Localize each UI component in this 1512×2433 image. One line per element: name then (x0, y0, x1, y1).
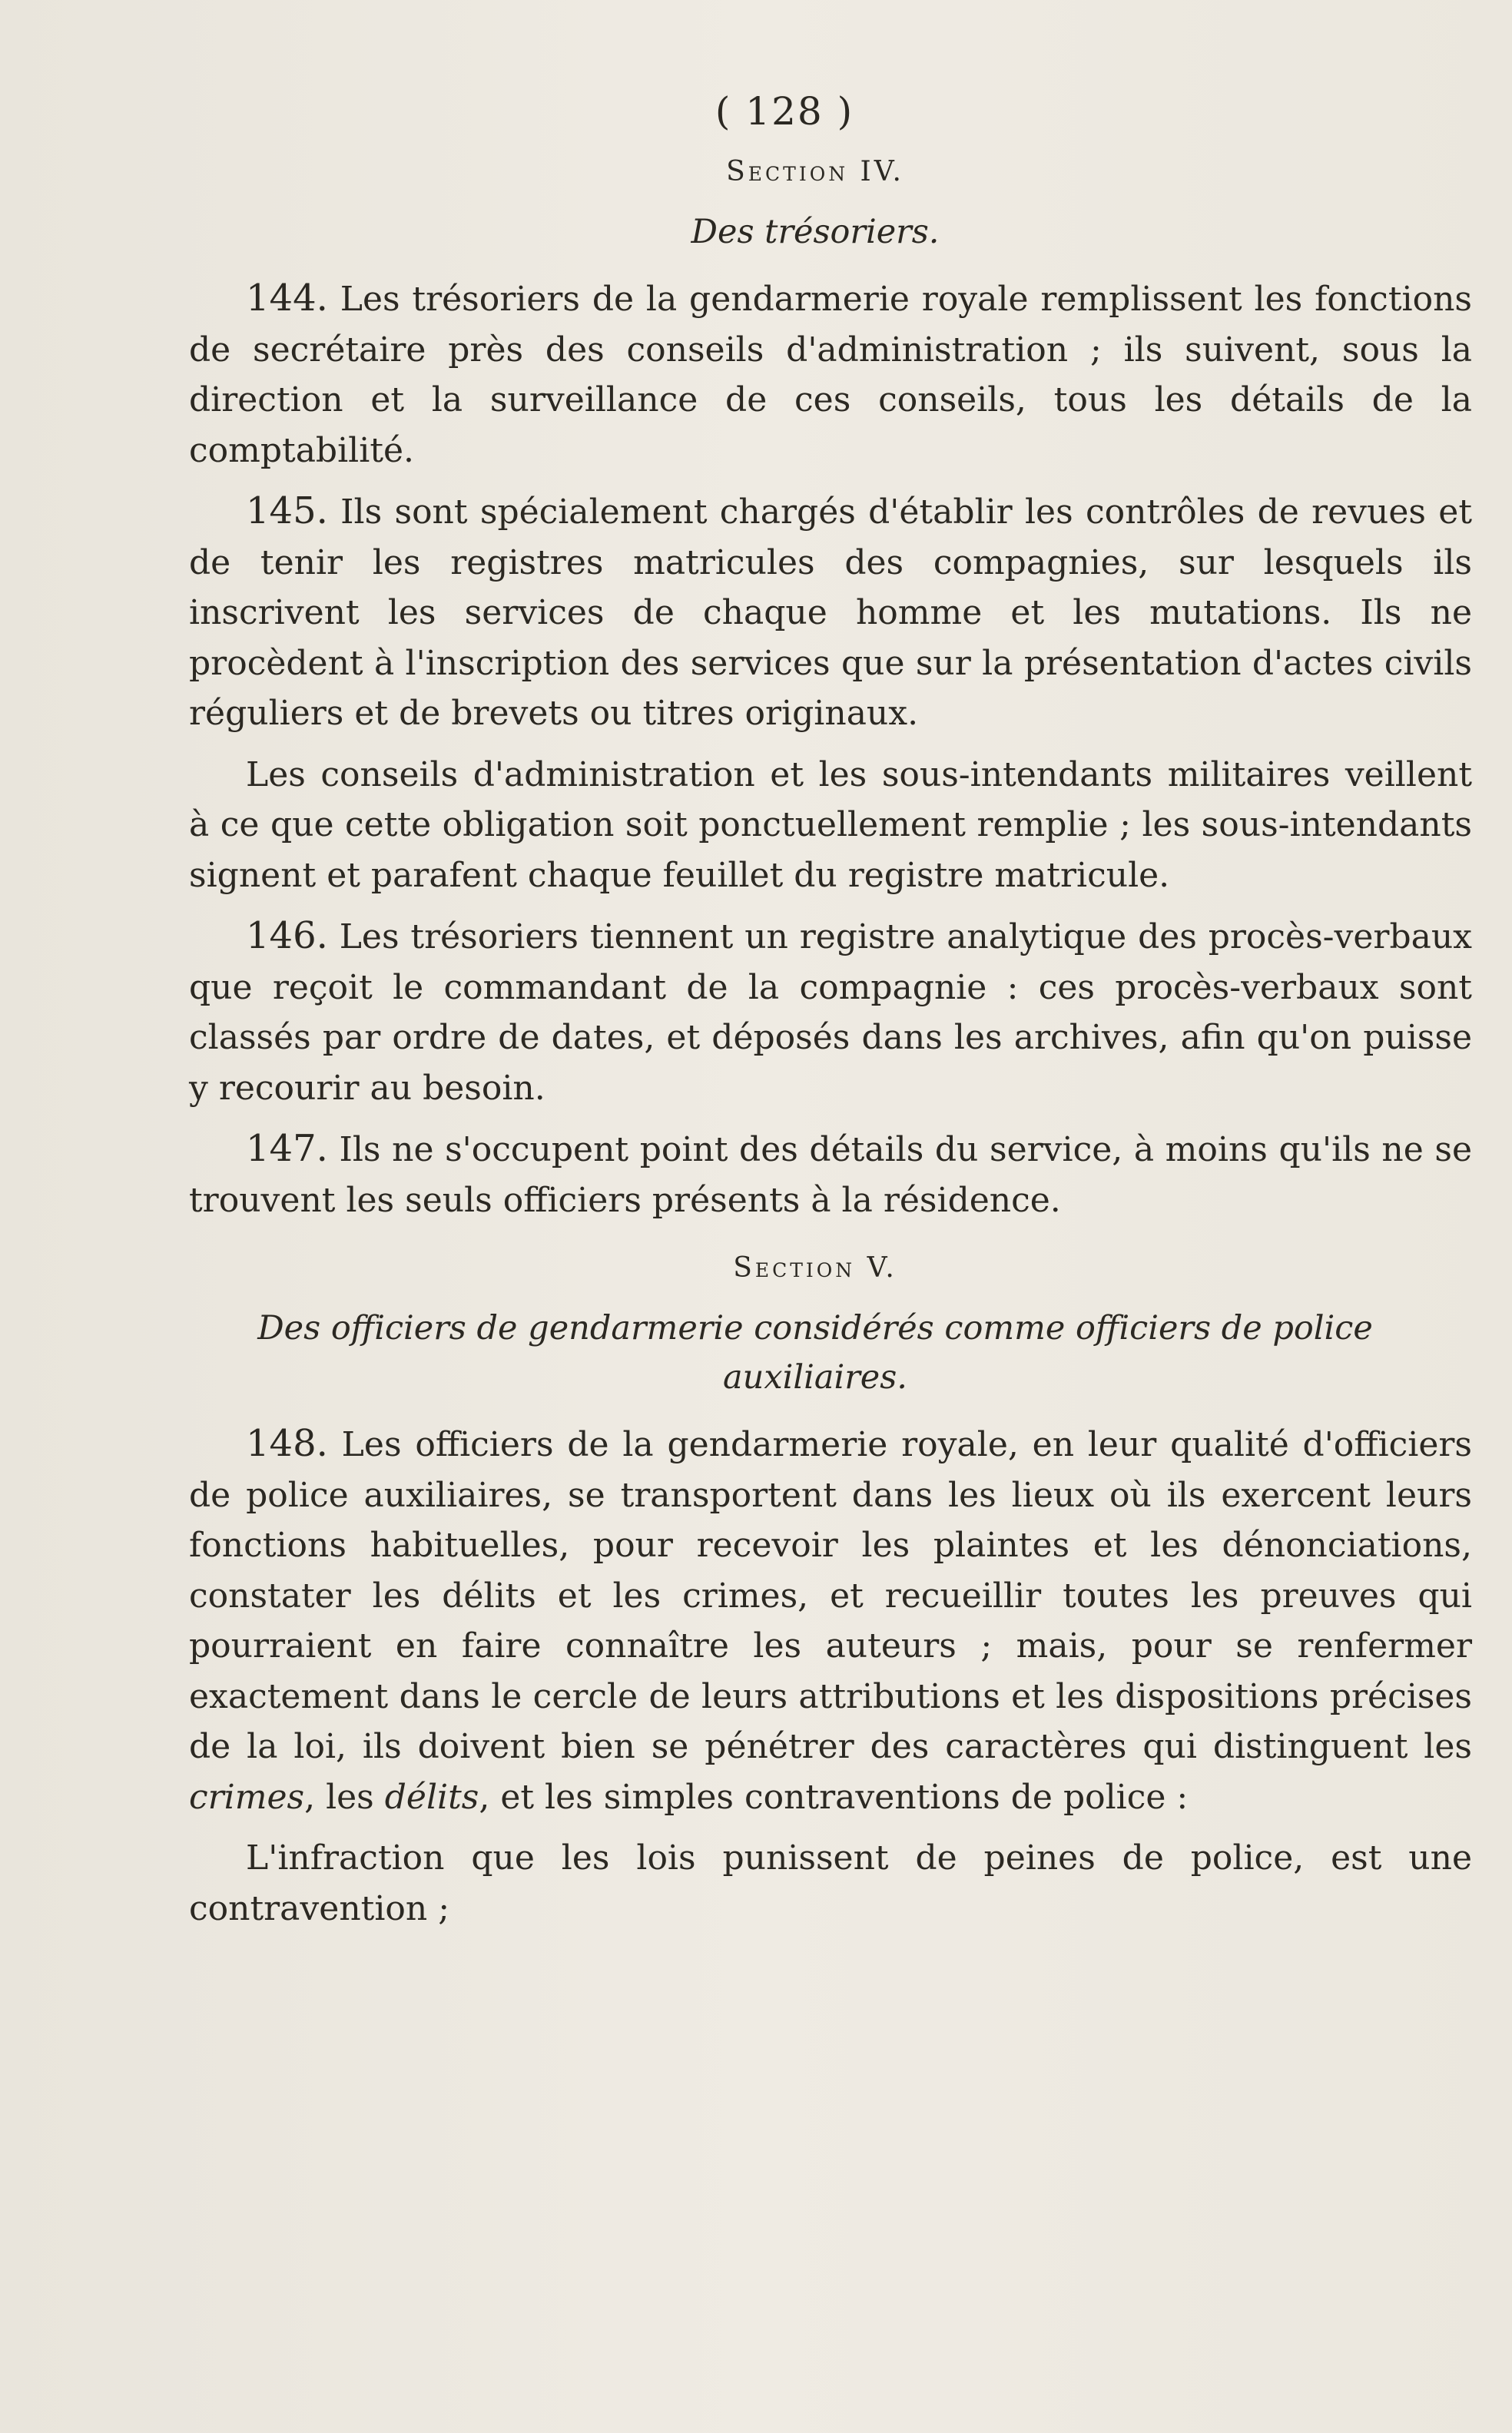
article-number: 146. (246, 914, 328, 957)
section-v-title: Des officiers de gendarmerie considérés comme officiers de police auxiliaires. (257, 1309, 1373, 1397)
article-144 (189, 273, 1472, 476)
section-iv-heading: Section IV. (726, 156, 904, 187)
section-v-heading: Section V. (733, 1252, 897, 1284)
page-text (189, 77, 1472, 1934)
section-iv-title: Des trésoriers. (691, 213, 940, 251)
article-text: Ils sont spécialement chargés d'établir les contrôles de revues et de tenir les registres matricules des compagnies, sur lesquels ils inscrivent les services de chaque homme et les mutations. Ils ne procèdent à l'inscription des services que sur la présentation d'actes civils réguliers et de brevets ou titres originaux. (189, 492, 1472, 733)
article-145 (189, 486, 1472, 739)
article-text: Les conseils d'administration et les sous-intendants militaires veillent à ce que cette obligation soit ponctuellement remplie ; les sous-intendants signent et parafent chaque feuillet du registre matricule. (189, 754, 1472, 895)
article-text: Les officiers de la gendarmerie royale, en leur qualité d'officiers de police auxiliaires, se transportent dans les lieux où ils exercent leurs fonctions habituelles, pour recevoir les plaintes et les dénonciations, constater les délits et les crimes, et recueillir toutes les preuves qui pourraient en faire connaître les auteurs ; mais, pour se renfermer exactement dans le cercle de leurs attributions et les dispositions précises de la loi, ils doivent bien se pénétrer des caractères qui distinguent les (189, 1425, 1472, 1766)
contravention-definition (189, 1833, 1472, 1934)
article-147 (189, 1124, 1472, 1225)
article-text: L'infraction que les lois punissent de peines de police, est une contravention ; (189, 1838, 1472, 1928)
article-146 (189, 911, 1472, 1113)
article-148 (189, 1419, 1472, 1822)
article-text: Les trésoriers tiennent un registre analytique des procès-verbaux que reçoit le commandant de la compagnie : ces procès-verbaux sont classés par ordre de dates, et déposés dans les archives, afin qu'on puisse y recourir au besoin. (189, 917, 1472, 1108)
term-crimes: crimes (189, 1777, 305, 1817)
article-text: Les trésoriers de la gendarmerie royale remplissent les fonctions de secrétaire près des conseils d'administration ; ils suivent, sous la direction et la surveillance de ces conseils, tous les détails de la comptabilité. (189, 280, 1472, 470)
article-145-continued (189, 750, 1472, 901)
article-number: 144. (246, 277, 328, 320)
article-number: 147. (246, 1127, 328, 1170)
article-text: Ils ne s'occupent point des détails du service, à moins qu'ils ne se trouvent les seuls officiers présents à la résidence. (189, 1130, 1472, 1220)
article-text-separator: , les (304, 1777, 385, 1817)
article-text: , et les simples contraventions de police : (479, 1777, 1189, 1817)
article-number: 145. (246, 489, 328, 532)
term-delits: délits (384, 1777, 479, 1817)
page-number: ( 128 ) (715, 89, 854, 134)
article-number: 148. (246, 1422, 328, 1465)
